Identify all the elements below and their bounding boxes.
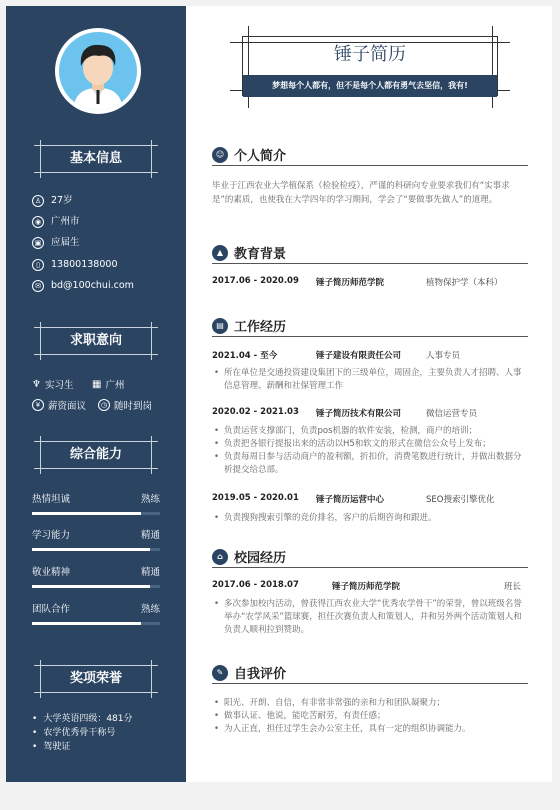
intent-arrival: 随时到岗 [114,401,153,412]
entry-date: 2019.05 - 2020.01 [212,493,299,503]
skill-bar [32,512,160,515]
email-row [32,277,134,295]
avatar [55,28,141,114]
phone-value: 13800138000 [51,259,118,270]
skill-name: 热情坦诚 [32,494,71,505]
skill-item [32,564,160,588]
entry-org: 锤子简历技术有限公司 [316,409,402,419]
school-icon: ⌂ [212,549,228,565]
section-title-text: 工作经历 [234,320,287,335]
phone-row [32,256,118,274]
campus-heading [212,546,528,568]
skill-bar-fill [32,622,141,625]
entry-org: 锤子简历运营中心 [316,495,385,505]
section-title-text: 教育背景 [234,247,287,262]
city-value: 广州市 [51,216,80,227]
list-item: • 负责运营支撑部门，负责pos机器的软件安装，检测，商户的培训； [212,425,528,438]
building-icon: ▦ [92,378,102,390]
entry-org: 锤子简历师范学院 [316,278,385,288]
intent-position: 实习生 [44,380,74,391]
honor-list [32,712,133,754]
skill-bar-fill [32,512,141,515]
work-heading [212,315,528,337]
graduation-cap-icon: ▲ [212,245,228,261]
email-value: bd@100chui.com [51,280,134,291]
age-icon: ♙ [32,195,44,207]
yen-icon: ¥ [32,399,44,411]
self-eval-heading [212,662,528,684]
skill-item [32,527,160,551]
skill-bar [32,622,160,625]
intent-arrival-row [98,398,152,412]
intent-city-row [92,377,124,391]
skill-level: 熟练 [140,604,160,615]
skill-bar [32,548,160,551]
entry-date: 2017.06 - 2020.09 [212,276,299,286]
list-item: • 阳光、开朗、自信，有非常非常强的亲和力和团队凝聚力； [212,697,528,710]
briefcase-icon: ▤ [212,318,228,334]
intro-heading [212,144,528,166]
campus-entry [212,580,528,592]
work-bullets [212,425,528,477]
list-item: • 负责每周日参与活动商户的盈利额，折扣价，消费笔数进行统计，并做出数据分析提交给总部。 [212,451,528,477]
list-item: • 大学英语四级：481分 [32,712,133,726]
entry-role: SEO搜索引擎优化 [426,495,495,505]
skill-item [32,491,160,515]
list-item: • 所在单位是交通投资建设集团下的三级单位，周固企，主要负责人才招聘、人事信息管理、薪酬和社保管理工作 [212,367,528,393]
list-item: • 负责搜狗搜索引擎的竞价排名，客户的后期咨询和跟进。 [212,512,528,525]
person-icon: ☺ [212,147,228,163]
honors-heading: 奖项荣誉 [34,665,158,693]
section-title-text: 校园经历 [234,551,287,566]
work-bullets [212,367,528,393]
intent-position-row [32,377,73,391]
skill-level: 熟练 [140,494,160,505]
status-value: 应届生 [51,237,80,248]
skill-bar [32,585,160,588]
intro-text: 毕业于江西农业大学植保系（检验检疫），严谨的科研向专业要求我们有“实事求是”的素质，也使我在大学四年的学习期间，学会了“要做事先做人”的道理。 [212,181,510,205]
skill-level: 精通 [140,530,160,541]
resume-page [6,6,552,782]
entry-org: 锤子建设有限责任公司 [316,351,402,361]
intent-salary-row [32,398,86,412]
person-icon [59,32,137,110]
work-bullets [212,512,528,525]
education-heading [212,242,528,264]
campus-bullets [212,598,528,637]
work-entry [212,493,528,505]
entry-org: 锤子简历师范学院 [332,582,401,592]
skill-item [32,601,160,625]
entry-role: 班长 [504,582,522,592]
work-entry [212,349,528,361]
skill-level: 精通 [140,567,160,578]
motto-banner: 梦想每个人都有，但不是每个人都有勇气去坚信，我有! [243,75,497,97]
age-value: 27岁 [51,195,73,206]
list-item: • 驾驶证 [32,740,133,754]
list-item: • 为人正直，担任过学生会办公室主任，具有一定的组织协调能力。 [212,723,528,736]
education-entry [212,276,528,288]
list-item: • 农学优秀骨干称号 [32,726,133,740]
entry-date: 2020.02 - 2021.03 [212,407,299,417]
skill-bar-fill [32,585,150,588]
page-title: 锤子简历 [334,44,406,65]
skills-heading: 综合能力 [34,441,158,469]
email-icon: ✉ [32,280,44,292]
graduate-icon: ▣ [32,237,44,249]
tie-icon: ♆ [32,378,41,390]
status-row [32,234,80,252]
work-entry [212,407,528,419]
main-content [186,6,552,782]
city-row [32,213,80,231]
comment-icon: ✎ [212,665,228,681]
entry-date: 2017.06 - 2018.07 [212,580,299,590]
skill-name: 敬业精神 [32,567,71,578]
entry-role: 微信运营专员 [426,409,478,419]
list-item: • 负责把各银行提报出来的活动以H5和软文的形式在微信公众号上发布； [212,438,528,451]
section-title-text: 自我评价 [234,667,287,682]
entry-role: 人事专员 [426,351,461,361]
skill-name: 学习能力 [32,530,71,541]
intent-salary: 薪资面议 [48,401,87,412]
section-title-text: 个人简介 [234,149,287,164]
entry-role: 植物保护学（本科） [426,278,503,288]
intent-city: 广州 [105,380,125,391]
age-row [32,192,73,210]
sidebar [6,6,186,782]
basic-info-heading: 基本信息 [34,145,158,173]
self-eval-bullets [212,697,528,736]
skill-name: 团队合作 [32,604,71,615]
location-icon: ◉ [32,216,44,228]
list-item: • 多次参加校内活动，曾获得江西农业大学“优秀农学骨干”的荣誉，曾以班级名誉举办“农学风采”篮球赛，担任次赛负责人和策划人，并和另外两个活动策划人和负责人顺利拉到赞助。 [212,598,528,637]
title-box [242,36,498,96]
clock-icon: ◷ [98,399,110,411]
phone-icon: ▯ [32,259,44,271]
skill-bar-fill [32,548,150,551]
entry-date: 2021.04 - 至今 [212,351,278,361]
list-item: • 做事认证、他说，能吃苦耐劳，有责任感； [212,710,528,723]
intent-heading: 求职意向 [34,327,158,355]
